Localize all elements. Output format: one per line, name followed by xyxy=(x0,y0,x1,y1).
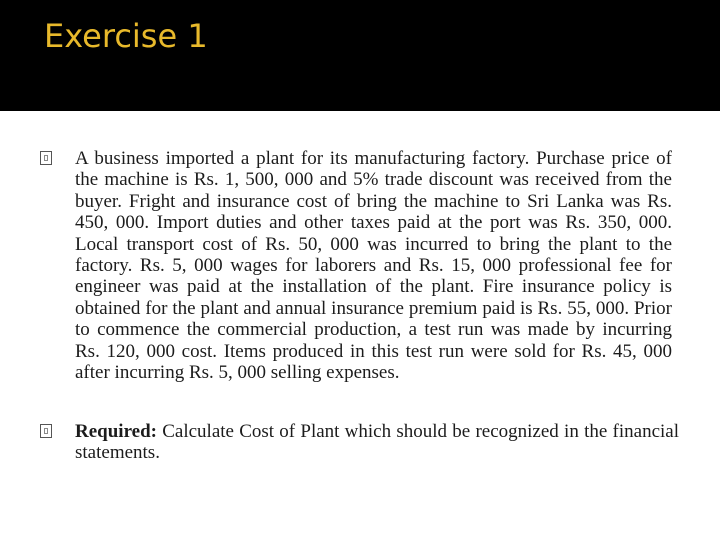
scenario-text: A business imported a plant for its manufacturing factory. Purchase price of the machine is Rs. 1, 500, 000 and 5% trade discount was received from the buyer. Fright and insurance cost of bring the machine to Sri Lanka was Rs. 450, 000. Import duties and other taxes paid at the port was Rs. 350, 000. Local transport cost of Rs. 50, 000 was incurred to bring the plant to the factory. Rs. 5, 000 wages for laborers and Rs. 15, 000 professional fee for engineer was paid at the installation of the plant. Fire insurance policy is obtained for the plant and annual insurance premium paid is Rs. 55, 000. Prior to commence the commercial production, a test run was made by incurring Rs. 120, 000 cost. Items produced in this test run were sold for Rs. 45, 000 after incurring Rs. 5, 000 selling expenses. xyxy=(75,148,672,384)
square-bullet-icon xyxy=(40,424,52,438)
bullet-item-scenario xyxy=(40,148,680,383)
required-paragraph xyxy=(75,421,679,464)
bullet-item-required xyxy=(40,421,680,464)
slide-title: Exercise 1 xyxy=(44,17,208,55)
square-bullet-icon xyxy=(40,151,52,165)
title-bar xyxy=(0,0,720,111)
required-label: Required: xyxy=(75,421,157,442)
required-text: Calculate Cost of Plant which should be recognized in the financial statements. xyxy=(75,421,679,464)
